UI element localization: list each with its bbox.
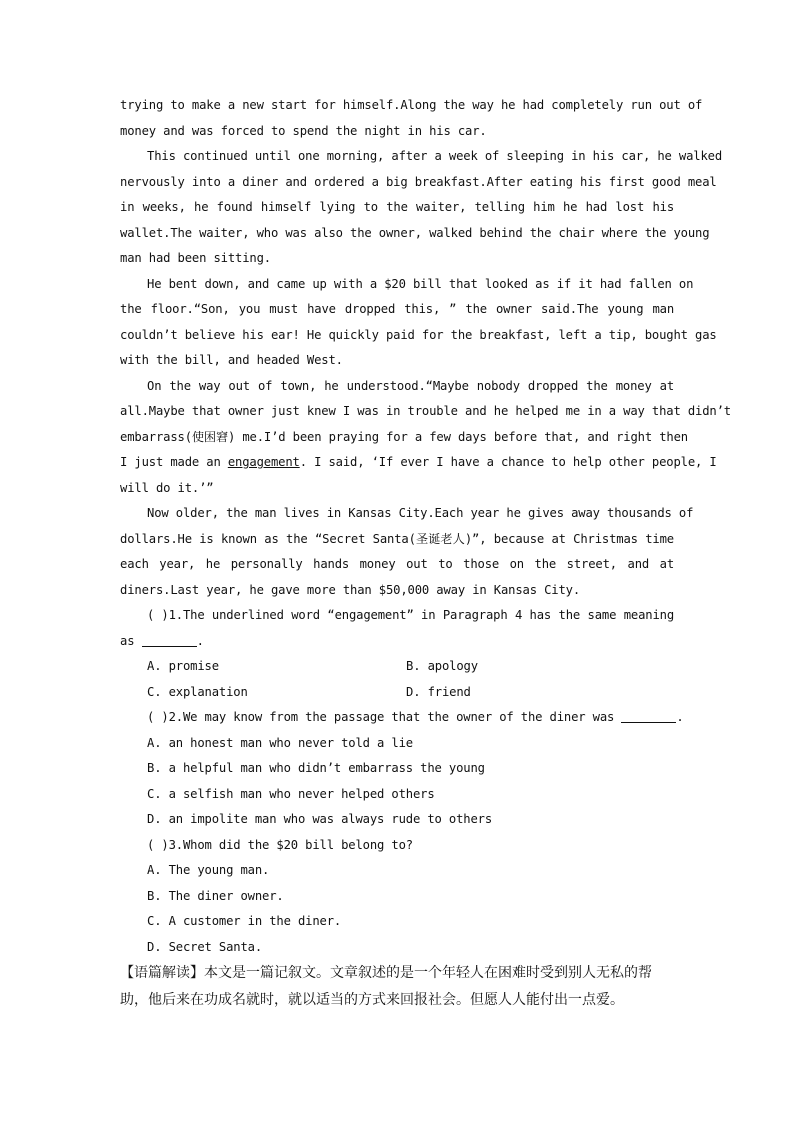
option-d: D. Secret Santa. [147, 939, 262, 954]
passage-line: in weeks, he found himself lying to the waiter, telling him he had lost his [120, 200, 674, 214]
answer-paren: ( ) [147, 710, 169, 724]
option-a: A. promise [147, 659, 219, 673]
passage-line: trying to make a new start for himself.Along the way he had completely run out of [120, 98, 703, 112]
passage-text: I just made an [120, 455, 228, 469]
option-c: C. explanation [147, 684, 248, 699]
option-b: B. a helpful man who didn’t embarrass the young [147, 761, 485, 775]
underlined-word-engagement: engagement [227, 455, 300, 469]
reading-note-tag: 【语篇解读】 [120, 965, 204, 981]
passage-line: This continued until one morning, after a week of sleeping in his car, he walked [147, 149, 722, 163]
passage-line: with the bill, and headed West. [120, 353, 343, 367]
option-b: B. The diner owner. [147, 888, 284, 903]
passage-line: diners.Last year, he gave more than $50,000 away in Kansas City. [120, 582, 580, 597]
passage-text: . I said, ‘If ever I have a chance to help other people, I [299, 455, 717, 469]
answer-blank [621, 709, 676, 723]
question-text: 3.Whom did the $20 bill belong to? [168, 837, 413, 852]
answer-blank [142, 633, 197, 647]
option-b: B. apology [406, 659, 478, 673]
document-content [120, 93, 731, 1014]
passage-line: couldn’t believe his ear! He quickly paid for the breakfast, left a tip, bought gas [120, 327, 717, 342]
option-row [120, 680, 674, 706]
passage-line: money and was forced to spend the night in his car. [120, 123, 487, 138]
passage-line: the floor.“Son, you must have dropped this, ” the owner said.The young man [120, 302, 674, 316]
reading-note-text: 本文是一篇记叙文。文章叙述的是一个年轻人在困难时受到别人无私的帮 [204, 965, 652, 981]
passage-line: nervously into a diner and ordered a big breakfast.After eating his first good meal [120, 174, 717, 189]
reading-note-line: 助，他后来在功成名就时，就以适当的方式来回报社会。但愿人人能付出一点爱。 [120, 992, 624, 1008]
option-c: C. A customer in the diner. [147, 914, 342, 928]
question-3-stem [120, 833, 674, 859]
question-text: 1.The underlined word “engagement” in Paragraph 4 has the same meaning [168, 608, 674, 622]
question-1-stem-cont [120, 629, 674, 655]
option-a: A. The young man. [147, 863, 270, 877]
reading-note-line [120, 960, 674, 987]
option-row [120, 654, 674, 680]
passage-line: each year, he personally hands money out to those on the street, and at [120, 557, 674, 571]
passage-line: Now older, the man lives in Kansas City.Each year he gives away thousands of [147, 506, 694, 520]
passage-line: all.Maybe that owner just knew I was in trouble and he helped me in a way that didn’t [120, 404, 731, 418]
question-text: . [196, 633, 204, 648]
passage-line: He bent down, and came up with a $20 bill that looked as if it had fallen on [147, 276, 694, 291]
question-text: as [120, 633, 142, 648]
option-d: D. friend [406, 684, 471, 699]
option-a: A. an honest man who never told a lie [147, 735, 413, 750]
answer-paren: ( ) [147, 837, 169, 852]
question-text: 2.We may know from the passage that the owner of the diner was [168, 710, 622, 724]
question-2-stem [120, 705, 684, 731]
passage-line [120, 450, 717, 476]
passage-line: wallet.The waiter, who was also the owner, walked behind the chair where the young [120, 225, 710, 240]
question-text: . [676, 710, 684, 724]
answer-paren: ( ) [147, 608, 169, 622]
passage-line: man had been sitting. [120, 251, 271, 265]
passage-line: embarrass(使困窘) me.I’d been praying for a few days before that, and right then [120, 429, 688, 444]
passage-line: dollars.He is known as the “Secret Santa(圣诞老人)”, because at Christmas time [120, 531, 674, 546]
option-c: C. a selfish man who never helped others [147, 786, 435, 801]
passage-line: On the way out of town, he understood.“Maybe nobody dropped the money at [147, 378, 674, 393]
option-d: D. an impolite man who was always rude to others [147, 812, 492, 826]
passage-line: will do it.’” [120, 480, 214, 495]
question-1-stem [120, 603, 674, 629]
